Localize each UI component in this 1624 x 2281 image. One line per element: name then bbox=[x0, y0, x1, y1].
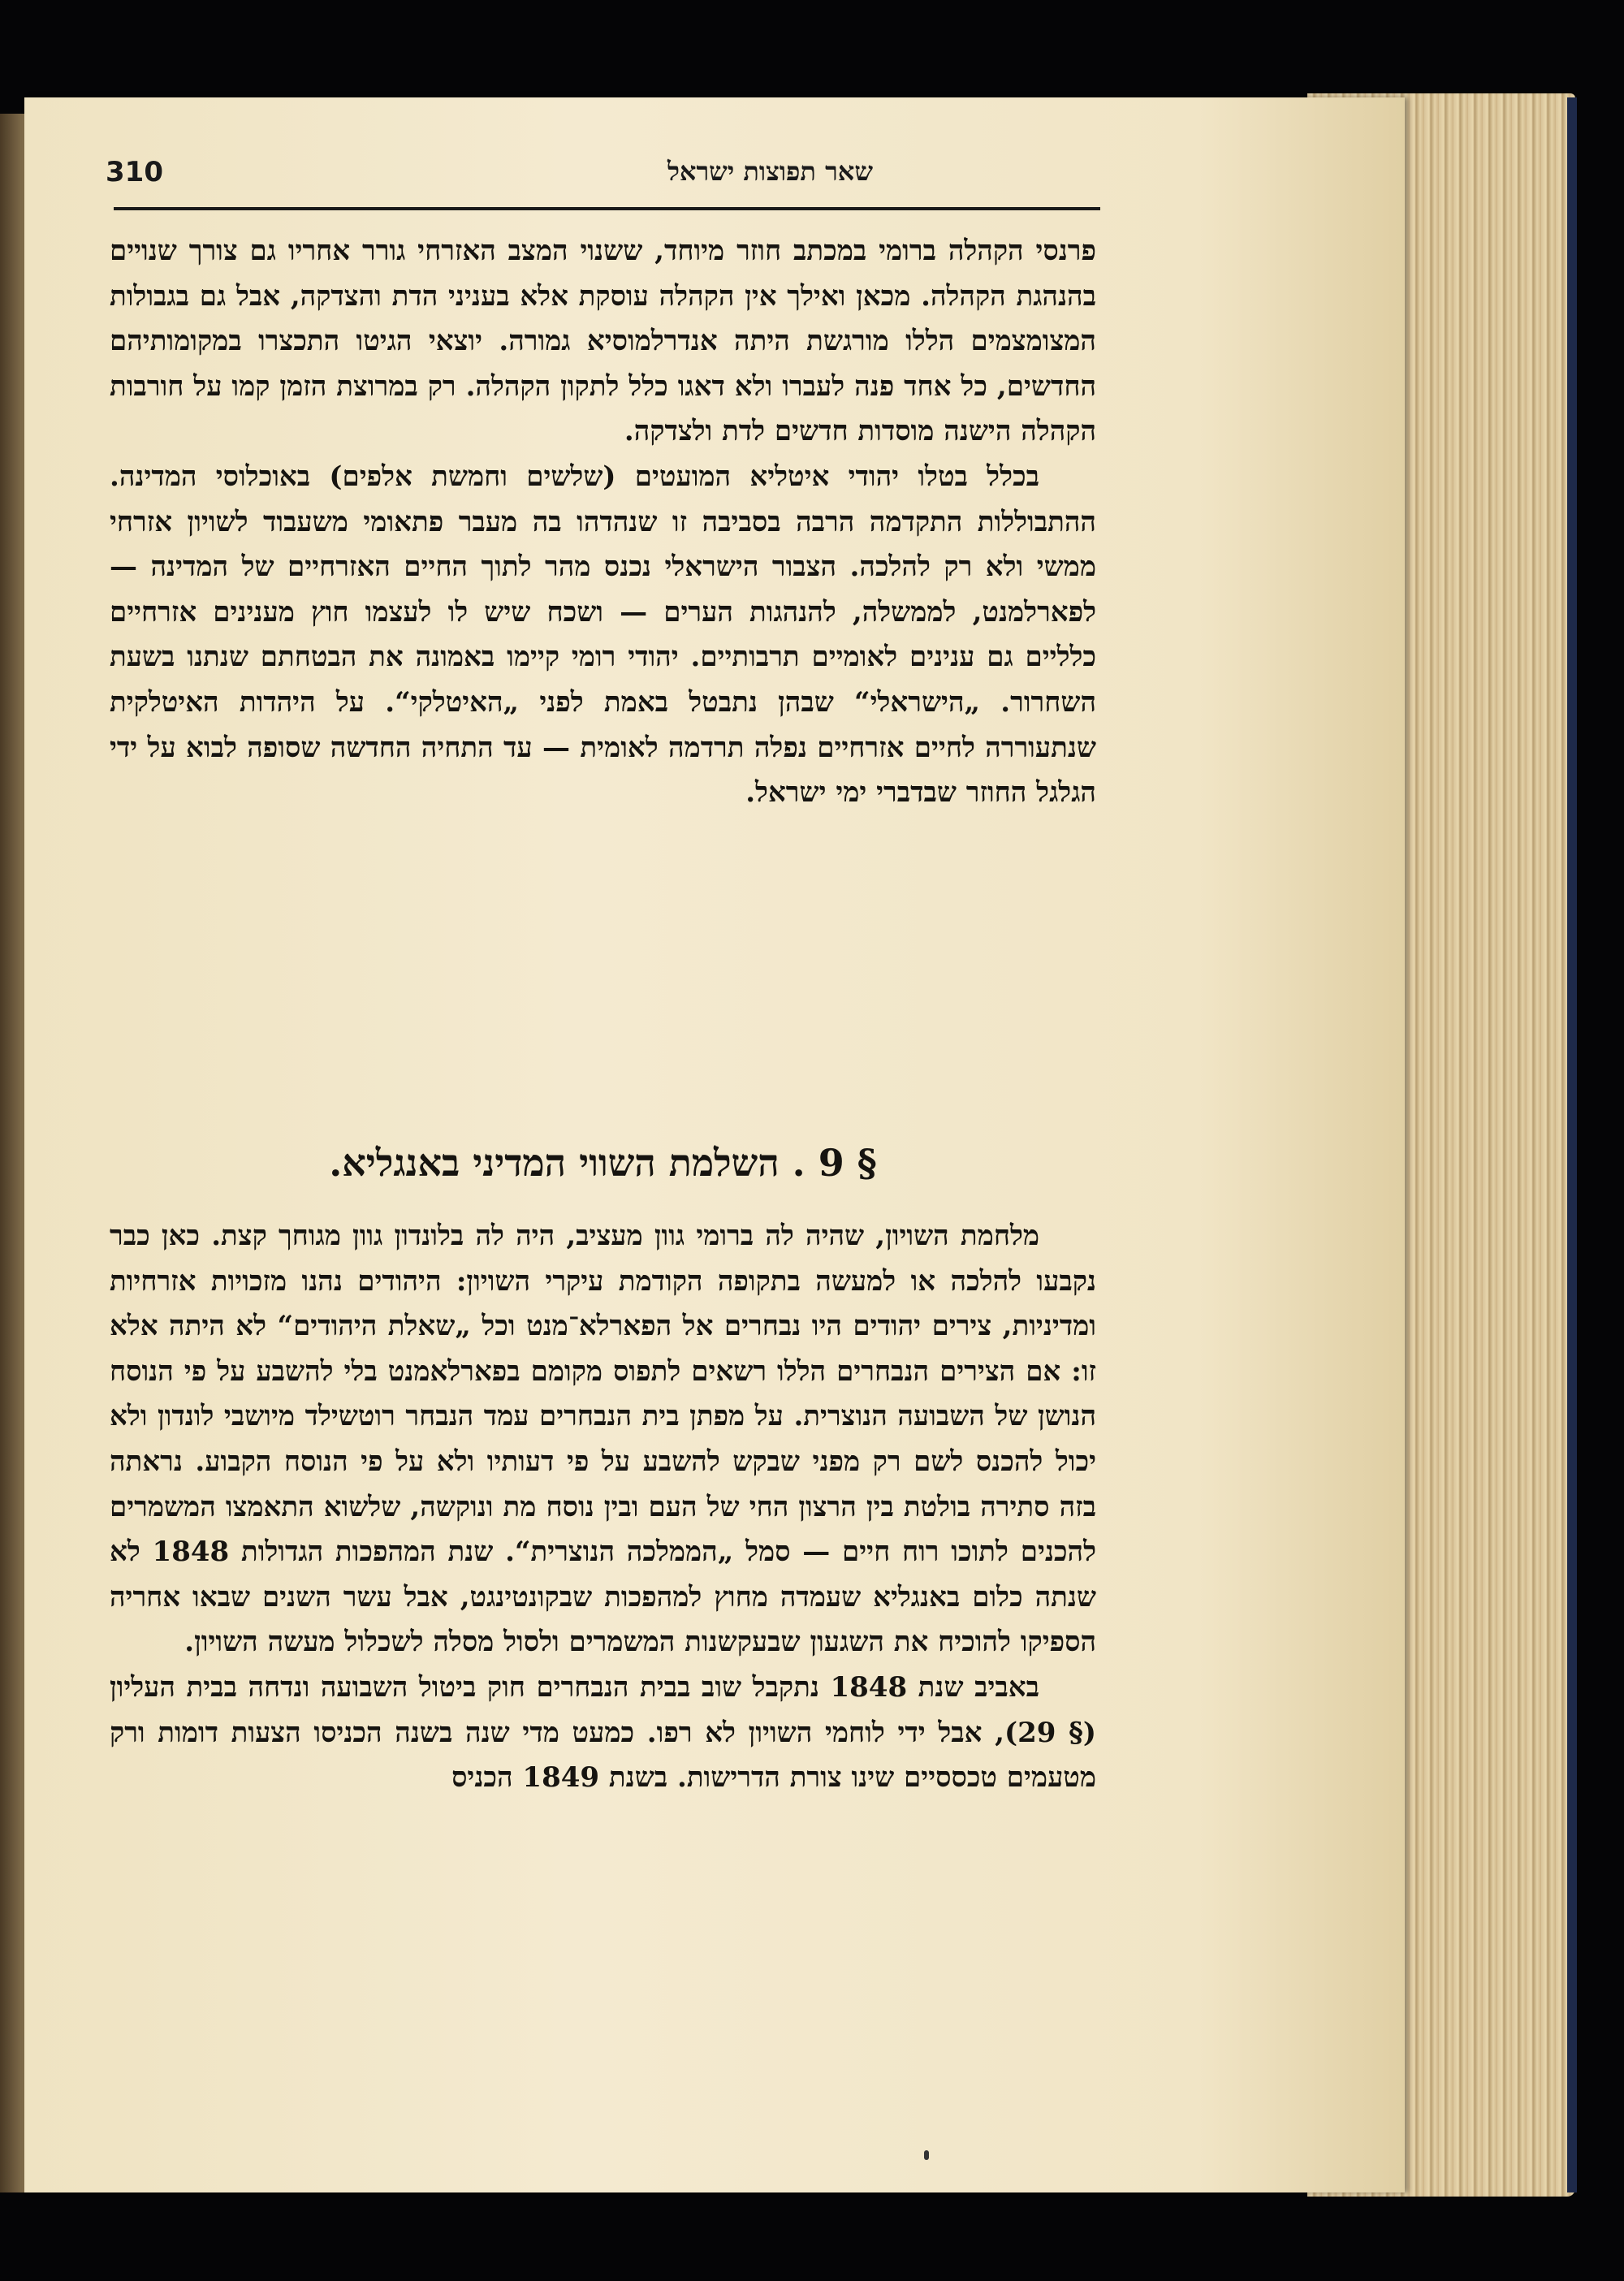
print-mark bbox=[924, 2150, 929, 2160]
body-text-bottom bbox=[110, 1214, 1096, 1801]
paragraph: בכלל בטלו יהודי איטליא המועטים (שלשים וחמשת אלפים) באוכלוסי המדינה. ההתבוללות התקדמה הרבה בסביבה זו שנהדהו בה מעבר פתאומי משעבוד לשויון אזרחי ממשי ולא רק להלכה. הצבור הישראלי נכנס מהר לתוך החיים האזרחיים של המדינה — לפארלמנט, לממשלה, להנהגות הערים — ושכח שיש לו לעצמו חוץ מענינים אזרחיים כלליים גם ענינים לאומיים תרבותיים. יהודי רומי קיימו באמונה את הבטחתם שנתנו בשעת השחרור. „הישראלי“ שבהן נתבטל באמת לפני „האיטלקי“. על היהדות האיטלקית שנתעוררה לחיים אזרחיים נפלה תרדמה לאומית — עד התחיה החדשה שסופה לבוא על ידי הגלגל החוזר שבדברי ימי ישראל. bbox=[110, 460, 1096, 810]
paragraph: מלחמת השויון, שהיה לה ברומי גוון מעציב, היה לה בלונדון גוון מגוחך קצת. כאן כבר נקבעו להלכה או למעשה בתקופה הקודמת עיקרי השויון: היהודים נהנו מזכויות אזרחיות ומדיניות, צירים יהודים היו נבחרים אל הפארלא־מנט וכל „שאלת היהודים“ לא היתה אלא זו: אם הצירים הנבחרים הללו רשאים לתפוס מקומם בפארלאמנט בלי להשבע על פי הנוסח הנושן של השבועה הנוצרית. על מפתן בית הנבחרים עמד הנבחר רוטשילד מיושבי לונדון ולא יכול להכנס לשם רק מפני שבקש להשבע על פי דעותיו ולא על פי הנוסח הקבוע. נראתה בזה סתירה בולטת בין הרצון החי של העם ובין נוסח מת ונוקשה, שלשוא התאמצו המשמרים להכנים לתוכו רוח חיים — סמל „הממלכה הנוצרית“. שנת המהפכות הגדולות 1848 לא שנתה כלום באנגליא שעמדה מחוץ למהפכות שבקונטינגט, אבל עשר השנים שבאו אחריה הספיקו להוכיח את השגעון שבעקשנות המשמרים ולסול מסלה לשכלול מעשה השויון. bbox=[110, 1220, 1096, 1659]
section-title: השלמת השווי המדיני באנגליא. bbox=[329, 1141, 780, 1185]
section-marker: § 9 . bbox=[792, 1141, 877, 1185]
header-rule bbox=[114, 207, 1100, 210]
body-text-top bbox=[110, 229, 1096, 816]
section-heading bbox=[110, 1141, 1096, 1185]
paragraph: באביב שנת 1848 נתקבל שוב בבית הנבחרים חוק ביטול השבועה ונדחה בבית העליון (§ 29), אבל ידי לוחמי השויון לא רפו. כמעט מדי שנה בשנה הכניסו הצעות דומות ורק מטעמים טכססיים שינו צורת הדרישות. בשנת 1849 הכניס bbox=[110, 1670, 1096, 1795]
paragraph: פרנסי הקהלה ברומי במכתב חוזר מיוחד, ששנוי המצב האזרחי גורר אחריו גם צורך שנויים בהנהגת הקהלה. מכאן ואילך אין הקהלה עוסקת אלא בעניני הדת והצדקה, אבל גם בגבולות המצומצמים הללו מורגשת היתה אנדרלמוסיא גמורה. יוצאי הגיטו התכצרו במקומותיהם החדשים, כל אחד פנה לעברו ולא דאגו כלל לתקון הקהלה. רק במרוצת הזמן קמו על חורבות הקהלה הישנה מוסדות חדשים לדת ולצדקה. bbox=[110, 235, 1096, 448]
page-header bbox=[106, 146, 1100, 195]
page-number: 310 bbox=[106, 156, 163, 188]
book-cover-edge bbox=[1567, 97, 1577, 2192]
running-head: שאר תפוצות ישראל bbox=[667, 156, 873, 187]
